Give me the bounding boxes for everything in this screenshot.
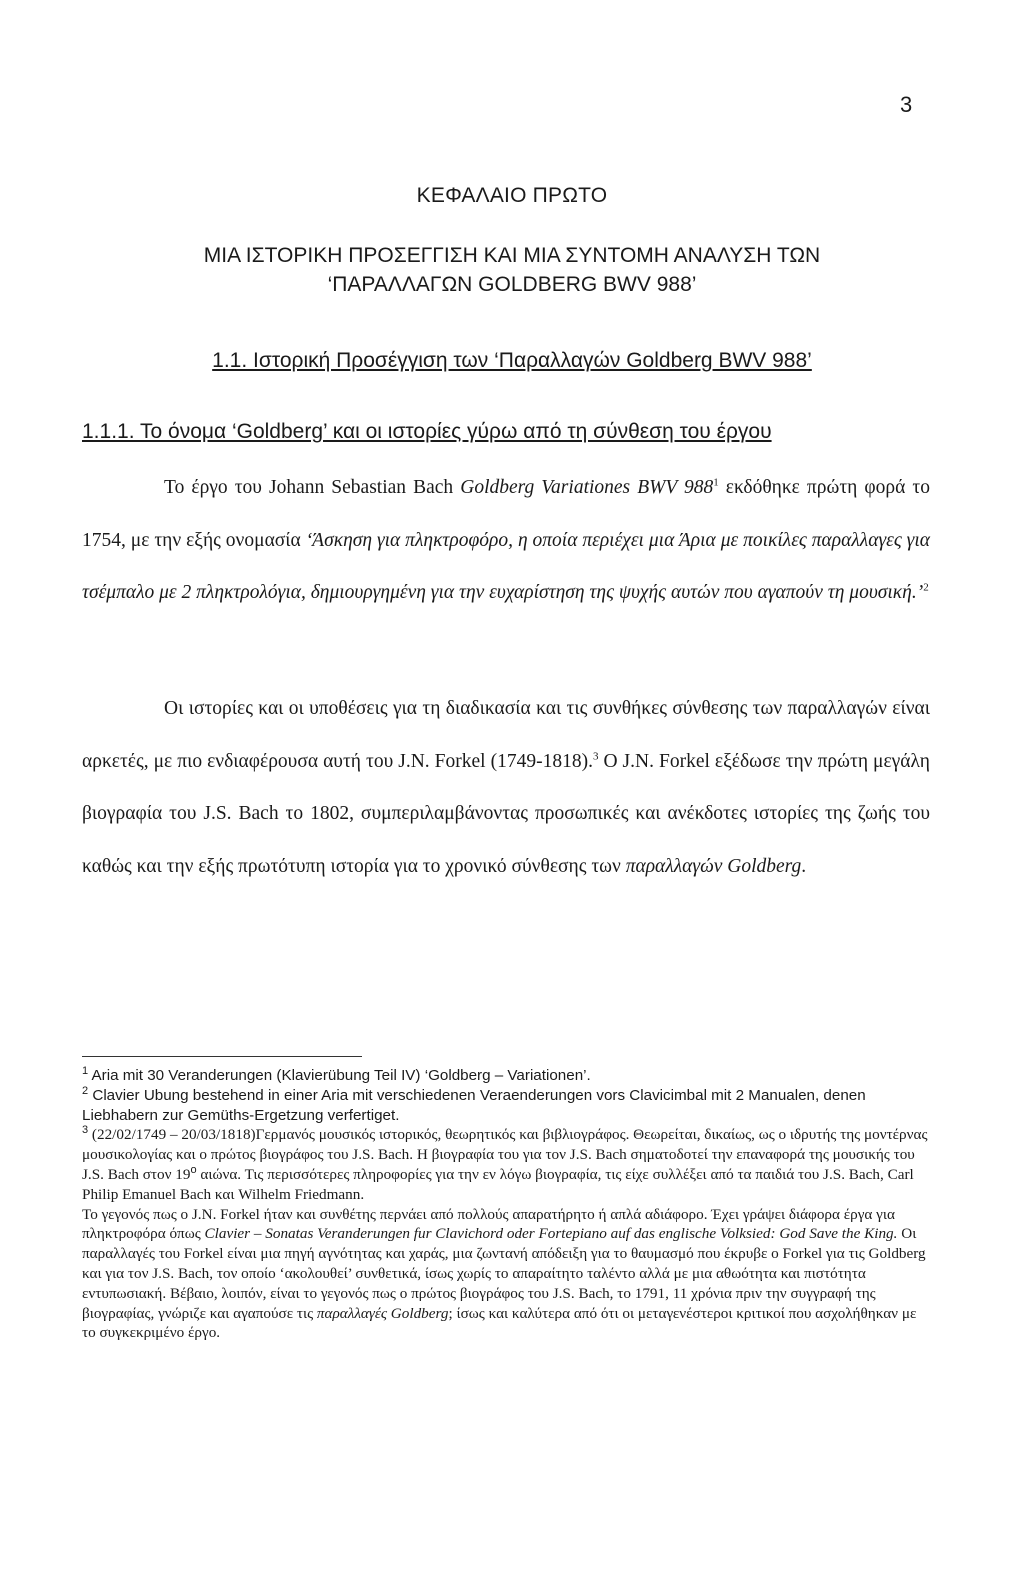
forkel-works-italic: Clavier – Sonatas Veranderungen fur Clavichord oder Fortepiano auf das englische Volksied: God Save the King. — [204, 1225, 898, 1243]
subsection-heading: 1.1.1. Το όνομα ‘Goldberg’ και οι ιστορίες γύρω από τη σύνθεση του έργου — [82, 420, 772, 443]
footnote-2-mark: 2 — [82, 1084, 89, 1097]
page-number: 3 — [900, 92, 913, 117]
footnote-1-mark: 1 — [82, 1064, 89, 1077]
footnote-ref-1[interactable]: 1 — [713, 476, 719, 489]
chapter-subtitle-line1: ΜΙΑ ΙΣΤΟΡΙΚΗ ΠΡΟΣΕΓΓΙΣΗ ΚΑΙ ΜΙΑ ΣΥΝΤΟΜΗ ΑΝΑΛΥΣΗ ΤΩΝ — [203, 244, 821, 267]
chapter-title: ΚΕΦΑΛΑΙΟ ΠΡΩΤΟ — [416, 184, 608, 207]
paragraph-1-text-c: εκδόθηκε πρώτη φορά το 1754, με την εξής ονομασία — [82, 477, 931, 551]
footnote-3-text-e: ; ίσως και καλύτερα από ότι οι μεταγενέστεροι κριτικοί που ασχολήθηκαν με το συγκεκριμένο έργο. — [82, 1304, 917, 1342]
footnote-ref-3[interactable]: 3 — [592, 750, 599, 762]
footnote-3-text-a: (22/02/1749 – 20/03/1818)Γερμανός μουσικός ιστορικός, θεωρητικός και βιβλιογράφος. Θεωρείται, δικαίως, ως ο ιδρυτής της μοντέρνας μουσικολογίας και ο πρώτος βιογράφος του J.S. Bach. Η βιογραφία του για τον J.S. Bach σηματοδοτεί την επαναφορά της μουσικής του J.S. Bach στον 19 — [82, 1126, 928, 1183]
paragraph-2-text-b: Ο J.N. Forkel εξέδωσε την πρώτη μεγάλη βιογραφία του J.S. Bach το 1802, συμπεριλαμβάνοντας προσωπικές και ανέκδοτες ιστορίες της ζωής του καθώς και την εξής πρωτότυπη ιστορία για το χρονικό σύνθεσης των — [82, 750, 930, 877]
footnote-3-text-d: Οι παραλλαγές του Forkel είναι μια πηγή αγνότητας και χαράς, μια ζωντανή απόδειξη για το θαυμασμό που έκρυβε ο Forkel για τις Goldberg και για τον J.S. Bach, τον οποίο ‘ακολουθεί’ συνθετικά, ίσως χωρίς το απαραίτητο ταλέντο αλλά με μια αθωότητα και πιστότητα εντυπωσιακή. Βέβαιο, λοιπόν, είναι το γεγονός πως ο πρώτος βιογράφος του J.S. Bach, το 1791, 11 χρόνια πριν την συγγραφή της βιογραφίας, γνώριζε και αγαπούσε τις — [82, 1225, 926, 1322]
footnote-3-text-c: Το γεγονός πως ο J.N. Forkel ήταν και συνθέτης περνάει από πολλούς απαρατήρητο ή απλά αδιάφορο. Έχει γράψει διάφορα έργα για πληκτροφόρα όπως — [82, 1205, 895, 1243]
paragraph-2-text-d: . — [801, 855, 807, 877]
section-heading: 1.1. Ιστορική Προσέγγιση των ‘Παραλλαγών Goldberg BWV 988’ — [212, 349, 812, 372]
footnote-3 — [82, 1125, 930, 1204]
original-title-italic: ‘Άσκηση για πληκτροφόρο, η οποία περιέχει μια Άρια με ποικίλες παραλλαγες για τσέμπαλο με 2 πληκτρολόγια, δημιουργημένη για την ευχαρίστηση της ψυχής αυτών που αγαπούν τη μουσική.’ — [82, 529, 930, 603]
footnote-1 — [82, 1066, 930, 1086]
chapter-subtitle-line2: ‘ΠΑΡΑΛΛΑΓΩΝ GOLDBERG BWV 988’ — [327, 273, 697, 296]
footnote-2 — [82, 1086, 930, 1126]
footnotes — [82, 1066, 930, 1343]
work-title-italic: Goldberg Variationes BWV 988 — [460, 477, 714, 498]
footnote-ref-2[interactable]: 2 — [923, 581, 929, 594]
footnote-3-mark: 3 — [82, 1124, 89, 1137]
footnote-1-text: Aria mit 30 Veranderungen (Klavierübung Teil IV) ‘Goldberg – Variationen’. — [88, 1067, 591, 1084]
paragraph-2-text-a: Οι ιστορίες και οι υποθέσεις για τη διαδικασία και τις συνθήκες σύνθεσης των παραλλαγών είναι αρκετές, με πιο ενδιαφέρουσα αυτή του J.N. Forkel (1749-1818). — [82, 698, 930, 772]
paragraph-2 — [82, 683, 930, 893]
footnote-3-superscript-o: ο — [190, 1163, 197, 1176]
paragraph-1 — [82, 462, 930, 620]
footnote-3-continuation — [82, 1205, 930, 1344]
goldberg-variations-italic: παραλλαγών Goldberg — [625, 855, 802, 877]
goldberg-italic: παραλλαγές Goldberg — [316, 1304, 449, 1322]
paragraph-1-text-a: Το έργο του Johann Sebastian Bach — [164, 477, 461, 498]
footnote-3-text-b: αιώνα. Τις περισσότερες πληροφορίες για την εν λόγω βιογραφία, τις είχε συλλέξει από τα παιδιά του J.S. Bach, Carl Philip Emanuel Bach και Wilhelm Friedmann. — [82, 1165, 914, 1203]
footnote-separator — [82, 1056, 362, 1057]
footnote-2-text: Clavier Ubung bestehend in einer Aria mit verschiedenen Veraenderungen vors Clavicimbal mit 2 Manualen, denen Liebhabern zur Gemüths-Ergetzung verfertiget. — [82, 1086, 866, 1124]
